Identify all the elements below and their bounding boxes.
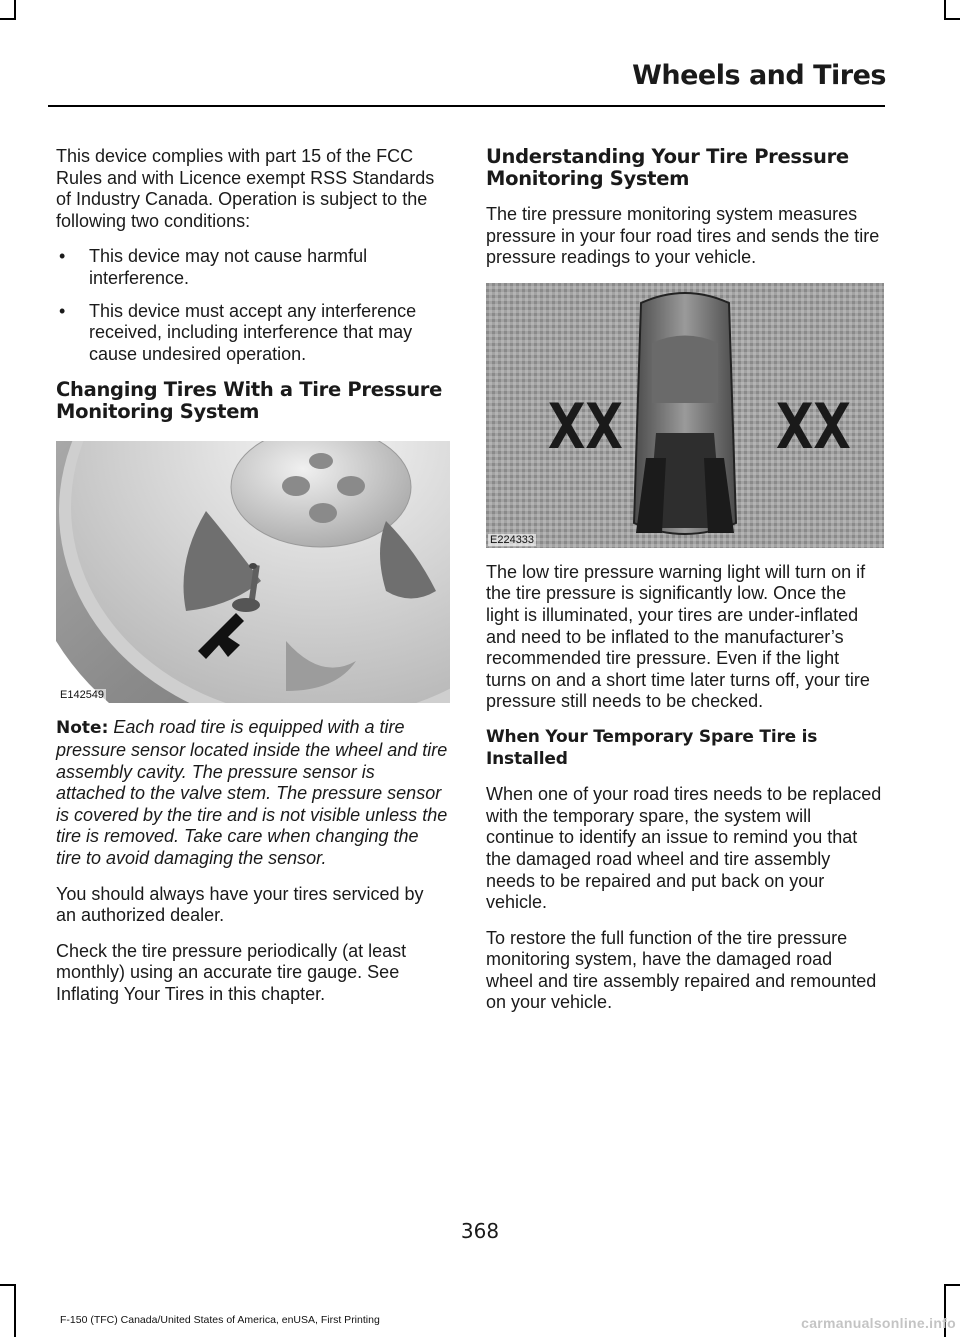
crop-mark-top-right-horizontal xyxy=(944,18,960,20)
crop-mark-bottom-left-vertical xyxy=(14,1284,16,1337)
note-text: Each road tire is equipped with a tire pressure sensor located inside the wheel and tire assembly cavity. The pressure sensor is attached to the valve stem. The pressure sensor is covered by the tire and is not visible unless the tire is removed. Take care when changing the tire to avoid damaging the sensor. xyxy=(56,717,448,868)
tpms-display-illustration xyxy=(486,283,884,548)
watermark: carmanualsonline.info xyxy=(801,1315,956,1331)
page-title: Wheels and Tires xyxy=(632,60,886,91)
crop-mark-top-right-vertical xyxy=(944,0,946,20)
crop-mark-bottom-right-horizontal xyxy=(944,1284,960,1286)
spare-tire-paragraph: When one of your road tires needs to be replaced with the temporary spare, the system will continue to identify an issue to remind you that the damaged road wheel and tire assembly needs to be repaired and put back on your vehicle. xyxy=(486,784,882,913)
section-heading-understanding: Understanding Your Tire Pressure Monitoring System xyxy=(486,145,849,190)
wheel-illustration xyxy=(56,441,450,703)
edition-footer: F-150 (TFC) Canada/United States of America, enUSA, First Printing xyxy=(60,1314,380,1326)
figure-code: E224333 xyxy=(490,533,535,546)
figure-wheel-valve-stem xyxy=(56,441,450,703)
page-number: 368 xyxy=(460,1219,500,1243)
tire-pressure-right-label: XX xyxy=(776,389,851,463)
low-pressure-warning-paragraph: The low tire pressure warning light will turn on if the tire pressure is significantly low. Once the light is illuminated, your tires are under-inflated and need to be inflated to the manufacturer’s recommended tire pressure. Even if the light turns on and a short time later turns off, your tire pressure still needs to be checked. xyxy=(486,561,870,712)
crop-mark-bottom-left-horizontal xyxy=(0,1284,16,1286)
list-item xyxy=(56,301,448,366)
section-heading-changing-tires: Changing Tires With a Tire Pressure Monitoring System xyxy=(56,378,443,424)
figure-tpms-display xyxy=(486,283,884,548)
conditions-list xyxy=(56,246,448,365)
serviced-paragraph: You should always have your tires serviced by an authorized dealer. xyxy=(56,883,424,926)
header-rule xyxy=(48,105,885,107)
right-column xyxy=(486,146,882,1028)
note-label: Note: xyxy=(56,718,109,739)
crop-mark-top-left-horizontal xyxy=(0,18,16,20)
restore-function-paragraph: To restore the full function of the tire pressure monitoring system, have the damaged road wheel and tire assembly repaired and remounted on your vehicle. xyxy=(486,927,877,1013)
bullet-glyph: • xyxy=(59,246,66,267)
list-item xyxy=(56,246,448,289)
bullet-glyph: • xyxy=(59,300,66,321)
fcc-compliance-paragraph: This device complies with part 15 of the FCC Rules and with Licence exempt RSS Standards of Industry Canada. Operation is subject to the following two conditions: xyxy=(56,146,435,231)
list-item-text: This device may not cause harmful interference. xyxy=(89,246,368,288)
section-heading-spare-tire: When Your Temporary Spare Tire is Installed xyxy=(486,726,818,769)
measures-paragraph: The tire pressure monitoring system measures pressure in your four road tires and sends the tire pressure readings to your vehicle. xyxy=(486,204,880,268)
check-pressure-paragraph: Check the tire pressure periodically (at least monthly) using an accurate tire gauge. See Inflating Your Tires in this chapter. xyxy=(56,940,407,1004)
left-column xyxy=(56,146,448,1019)
figure-code: E142549 xyxy=(60,689,105,702)
list-item-text: This device must accept any interference received, including interference that may cause undesired operation. xyxy=(89,300,417,364)
crop-mark-top-left-vertical xyxy=(14,0,16,20)
note-paragraph xyxy=(56,717,448,869)
tire-pressure-left-label: XX xyxy=(548,389,623,463)
